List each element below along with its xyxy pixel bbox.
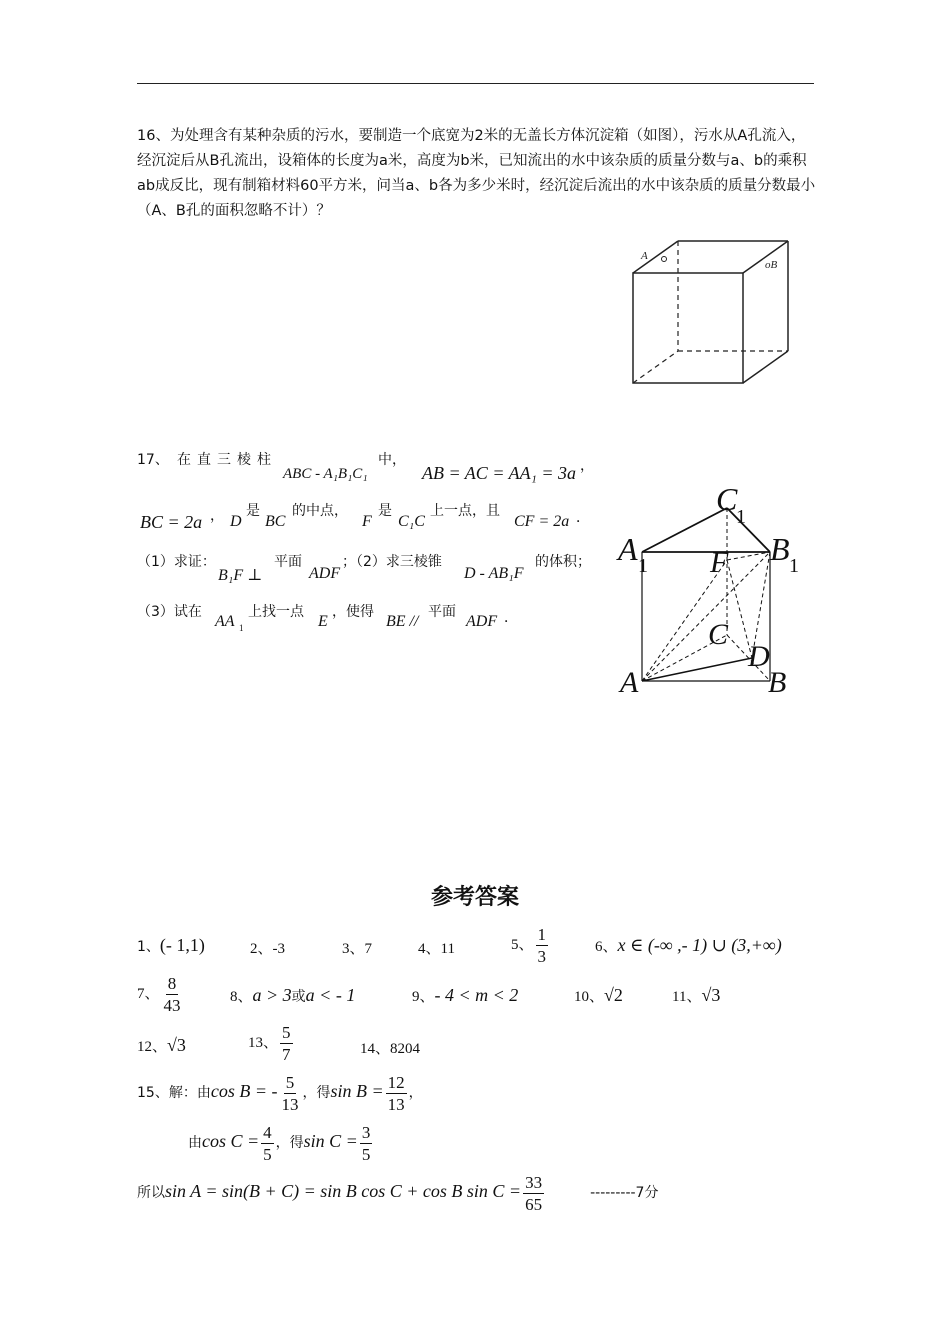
answer-12: 12、√3 [137, 1035, 186, 1055]
answer-14: 14、8204 [360, 1041, 421, 1057]
answer-8: 8、a > 3或a < - 1 [230, 985, 356, 1005]
prism-figure [612, 478, 812, 698]
equation-ab-ac-aa1: AB = AC = AA₁ = 3a [422, 463, 577, 483]
text-plane: 平面 [428, 604, 456, 620]
text-shi: 是 [246, 503, 260, 519]
problem-17-number: 17、 [137, 452, 169, 468]
problem-16-text: 16、为处理含有某种杂质的污水，要制造一个底宽为2米的无盖长方体沉淀箱（如图），污水从A孔流入，经沉淀后从B孔流出，设箱体的长度为a米，高度为b米，已知流出的水中该杂质的质量分数与a、b的乘积ab成反比，现有制箱材料60平方米，问当a、b各为多少米时，经沉淀后流出的水中该杂质的质量分数最小（A、B孔的面积忽略不计）？ [137, 128, 816, 219]
hole-a [662, 257, 667, 262]
label-f: F [710, 546, 729, 579]
comma: ， [580, 458, 594, 474]
text-such-that: ，使得 [332, 604, 374, 620]
answer-5: 5、 $\frac{1}{3}$ [511, 925, 547, 966]
problem-17-text-zhong: 中， [378, 452, 406, 468]
label-c1: C [716, 481, 738, 517]
comma: ， [210, 508, 224, 524]
label-a1-sub: 1 [638, 555, 648, 577]
answer-4: 4、11 [418, 941, 455, 957]
b1f-perp: B₁F ⊥ [218, 567, 263, 584]
header-rule [137, 83, 814, 84]
answer-15-line-1: 15、解：由cos B = - $\frac{5}{13}$ ，得sin B = $\frac{12}{13}$ ， [137, 1073, 423, 1114]
pyramid-d-ab1f: D - AB₁F [464, 565, 524, 582]
segment-bc: BC [265, 513, 286, 530]
question-3-label: （3）试在 [137, 604, 202, 620]
label-c: C [708, 618, 729, 651]
answers-title: 参考答案 [430, 885, 519, 910]
label-b1: B [770, 531, 790, 567]
answer-15-line-3: 所以sin A = sin(B + C) = sin B cos C + cos B sin C = $\frac{33}{65}$ ---------7分 [137, 1173, 659, 1214]
label-a1: A [618, 531, 638, 567]
text-plane: 平面 [274, 554, 302, 570]
be-parallel: BE // [386, 613, 419, 630]
segment-aa: AA [215, 613, 235, 630]
plane-adf: ADF [466, 613, 498, 630]
text-midpoint: 的中点， [292, 503, 348, 519]
label-d: D [748, 640, 770, 673]
text-shi: 是 [378, 503, 392, 519]
label-b1-sub: 1 [789, 555, 799, 577]
sedimentation-box-figure [625, 235, 800, 390]
answer-1: 1、(- 1,1) [137, 935, 205, 955]
equation-cf: CF = 2a [514, 513, 570, 530]
label-b: B [768, 666, 787, 698]
answer-15-line-2: 由cos C = $\frac{4}{5}$ ，得sin C = $\frac{3}{5}$ [188, 1123, 371, 1164]
question-1-label: （1）求证： [137, 554, 216, 570]
point-f: F [362, 513, 372, 530]
segment-aa-sub: 1 [239, 623, 244, 633]
problem-17-intro: 在直三棱柱 [177, 452, 277, 468]
point-d: D [230, 513, 242, 530]
answer-6: 6、x ∈ (-∞ ,- 1) ∪ (3,+∞) [595, 935, 782, 955]
answer-10: 10、√2 [574, 985, 623, 1005]
hole-b-label: oB [765, 259, 778, 271]
text-on-point: 上一点，且 [430, 503, 500, 519]
label-a: A [620, 666, 639, 698]
equation-bc: BC = 2a [140, 512, 203, 532]
segment-c1c: C₁C [398, 513, 425, 530]
answer-7: 7、 $\frac{8}{43}$ [137, 974, 181, 1015]
question-2-label: ；（2）求三棱锥 [342, 554, 442, 570]
plane-adf: ADF [309, 565, 341, 582]
answer-9: 9、- 4 < m < 2 [412, 985, 519, 1005]
answer-11: 11、√3 [672, 985, 721, 1005]
label-c1-sub: 1 [736, 506, 746, 528]
period: ． [504, 610, 518, 626]
prism-name: ABC - A₁B₁C₁ [283, 466, 368, 482]
text-find-point: 上找一点 [248, 604, 304, 620]
answer-3: 3、7 [342, 941, 373, 957]
hole-a-label: A [641, 250, 648, 262]
answer-13: 13、 $\frac{5}{7}$ [248, 1023, 291, 1064]
period: ． [576, 510, 590, 526]
point-e: E [318, 613, 328, 630]
text-volume: 的体积； [535, 554, 591, 570]
answer-2: 2、-3 [250, 941, 285, 957]
